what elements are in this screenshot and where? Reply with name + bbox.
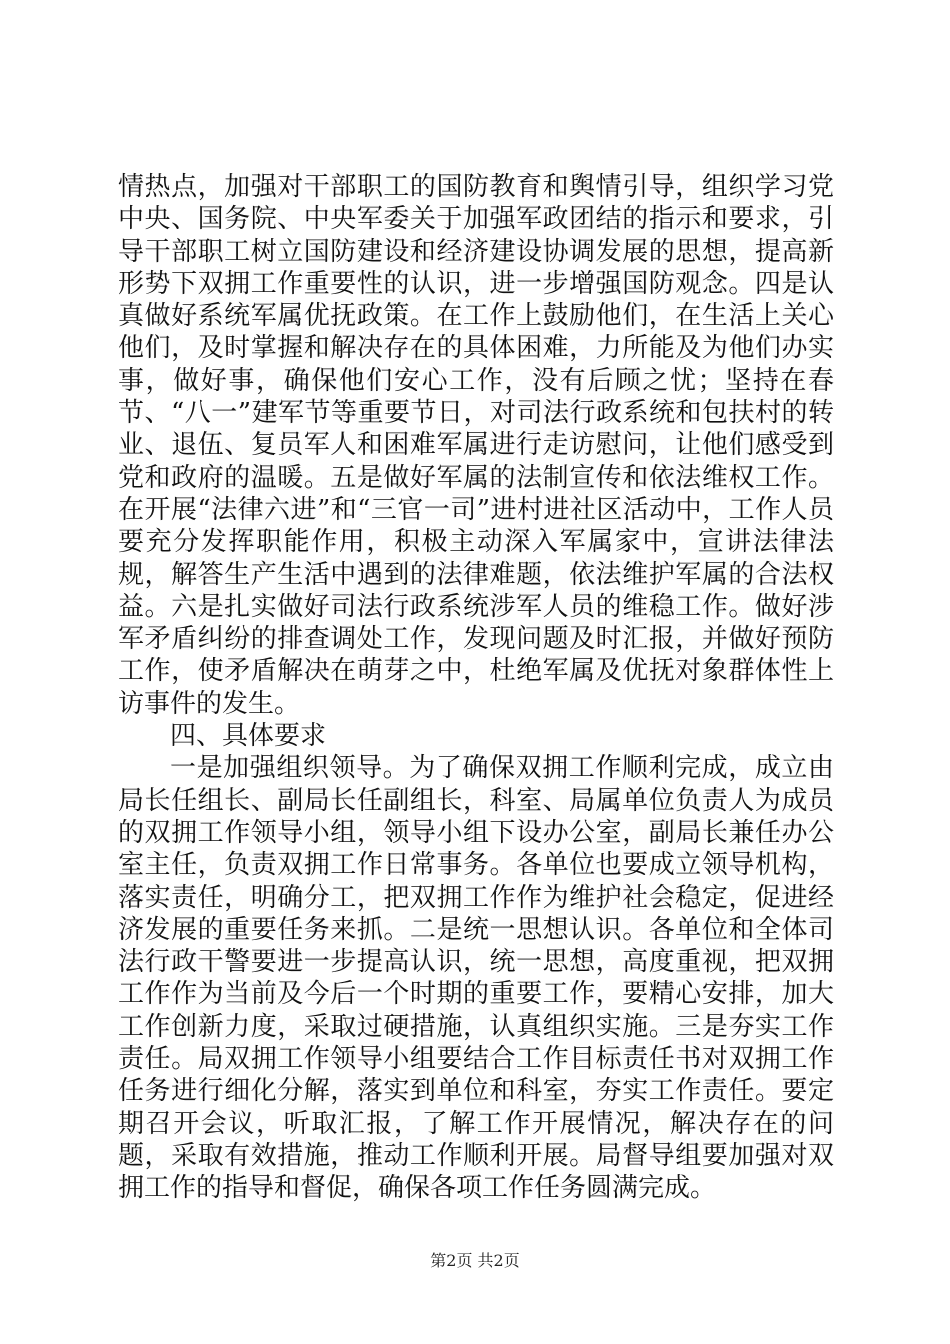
paragraph-continuation: 情热点，加强对干部职工的国防教育和舆情引导，组织学习党中央、国务院、中央军委关于加强军政团结的指示和要求，引导干部职工树立国防建设和经济建设协调发展的思想，提高新形势下双拥工作重要性的认识，进一步增强国防观念。四是认真做好系统军属优抚政策。在工作上鼓励他们，在生活上关心他们，及时掌握和解决存在的具体困难，力所能及为他们办实事，做好事，确保他们安心工作，没有后顾之忧；坚持在春节、“八一”建军节等重要节日，对司法行政系统和包扶村的转业、退伍、复员军人和困难军属进行走访慰问，让他们感受到党和政府的温暖。五是做好军属的法制宣传和依法维权工作。在开展“法律六进”和“三官一司”进村进社区活动中，工作人员要充分发挥职能作用，积极主动深入军属家中，宣讲法律法规，解答生产生活中遇到的法律难题，依法维护军属的合法权益。六是扎实做好司法行政系统涉军人员的维稳工作。做好涉军矛盾纠纷的排查调处工作，发现问题及时汇报，并做好预防工作，使矛盾解决在萌芽之中，杜绝军属及优抚对象群体性上访事件的发生。 [118,172,834,719]
section-heading: 四、具体要求 [170,721,327,752]
paragraph-requirements: 一是加强组织领导。为了确保双拥工作顺利完成，成立由局长任组长、副局长任副组长，科室、局属单位负责人为成员的双拥工作领导小组，领导小组下设办公室，副局长兼任办公室主任，负责双拥工作日常事务。各单位也要成立领导机构，落实责任，明确分工，把双拥工作作为维护社会稳定，促进经济发展的重要任务来抓。二是统一思想认识。各单位和全体司法行政干警要进一步提高认识，统一思想，高度重视，把双拥工作作为当前及今后一个时期的重要工作，要精心安排，加大工作创新力度，采取过硬措施，认真组织实施。三是夯实工作责任。局双拥工作领导小组要结合工作目标责任书对双拥工作任务进行细化分解，落实到单位和科室，夯实工作责任。要定期召开会议，听取汇报，了解工作开展情况，解决存在的问题，采取有效措施，推动工作顺利开展。局督导组要加强对双拥工作的指导和督促，确保各项工作任务圆满完成。 [118,753,834,1204]
document-body [118,171,834,1205]
page-footer: 第2页 共2页 [430,1251,520,1270]
